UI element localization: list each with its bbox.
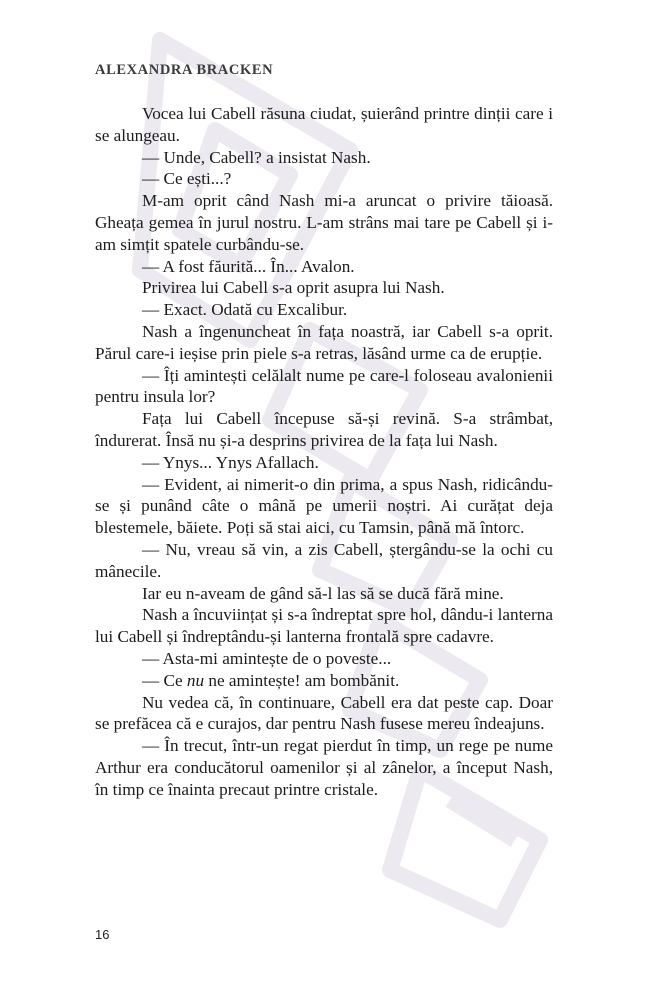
paragraph: — Exact. Odată cu Excalibur. bbox=[142, 300, 348, 320]
running-head: ALEXANDRA BRACKEN bbox=[95, 62, 274, 78]
paragraph: Nash a îngenuncheat în fața noastră, iar Cabell s-a oprit. Părul care-i ieșise prin piele s-a retras, lăsând urme ca de erupție. bbox=[95, 321, 553, 363]
paragraph: Vocea lui Cabell răsuna ciudat, șuierând printre dinții care i se alungeau. bbox=[95, 104, 553, 145]
paragraph: — Nu, vreau să vin, a zis Cabell, ștergându-se la ochi cu mânecile. bbox=[95, 539, 553, 581]
paragraph: Iar eu n-aveam de gând să-l las să se ducă fără mine. bbox=[142, 583, 504, 603]
paragraph: — A fost făurită... În... Avalon. bbox=[142, 256, 355, 276]
paragraph: — Asta-mi amintește de o poveste... bbox=[142, 648, 392, 668]
paragraph: Fața lui Cabell începuse să-și revină. S-a strâmbat, îndurerat. Însă nu și-a desprins privirea de la fața lui Nash. bbox=[95, 409, 553, 450]
paragraph: Nu vedea că, în continuare, Cabell era dat peste cap. Doar se prefăcea că e curajos, dar pentru Nash fusese mereu îndeajuns. bbox=[95, 692, 553, 734]
page-number: 16 bbox=[95, 927, 110, 942]
body-text bbox=[95, 103, 553, 801]
paragraph-text: — Ce bbox=[142, 670, 187, 690]
paragraph: — Evident, ai nimerit-o din prima, a spus Nash, ridicându-se și punând câte o mână pe umerii noștri. Ai curățat deja blestemele, băiete. Poți să stai aici, cu Tamsin, până mă întorc. bbox=[95, 474, 553, 538]
paragraph: — Unde, Cabell? a insistat Nash. bbox=[142, 147, 371, 167]
emphasized-word: nu bbox=[186, 670, 205, 690]
paragraph: M-am oprit când Nash mi-a aruncat o privire tăioasă. Gheața gemea în jurul nostru. L-am strâns mai tare pe Cabell și i-am simțit spatele curbându-se. bbox=[95, 191, 553, 254]
paragraph-text: ne amintește! am bombănit. bbox=[204, 670, 400, 690]
paragraph: — Îți amintești celălalt nume pe care-l foloseau avalonienii pentru insula lor? bbox=[95, 365, 553, 407]
paragraph: Nash a încuviințat și s-a îndreptat spre hol, dându-i lanterna lui Cabell și îndreptându-și lanterna frontală spre cadavre. bbox=[95, 605, 553, 647]
paragraph bbox=[95, 670, 553, 692]
paragraph: — Ce ești...? bbox=[142, 169, 232, 189]
paragraph: — În trecut, într-un regat pierdut în timp, un rege pe nume Arthur era conducătorul oamenilor și al zânelor, a început Nash, în timp ce înainta precaut printre cristale. bbox=[95, 736, 553, 799]
paragraph: Privirea lui Cabell s-a oprit asupra lui Nash. bbox=[142, 278, 445, 298]
paragraph: — Ynys... Ynys Afallach. bbox=[142, 452, 319, 472]
